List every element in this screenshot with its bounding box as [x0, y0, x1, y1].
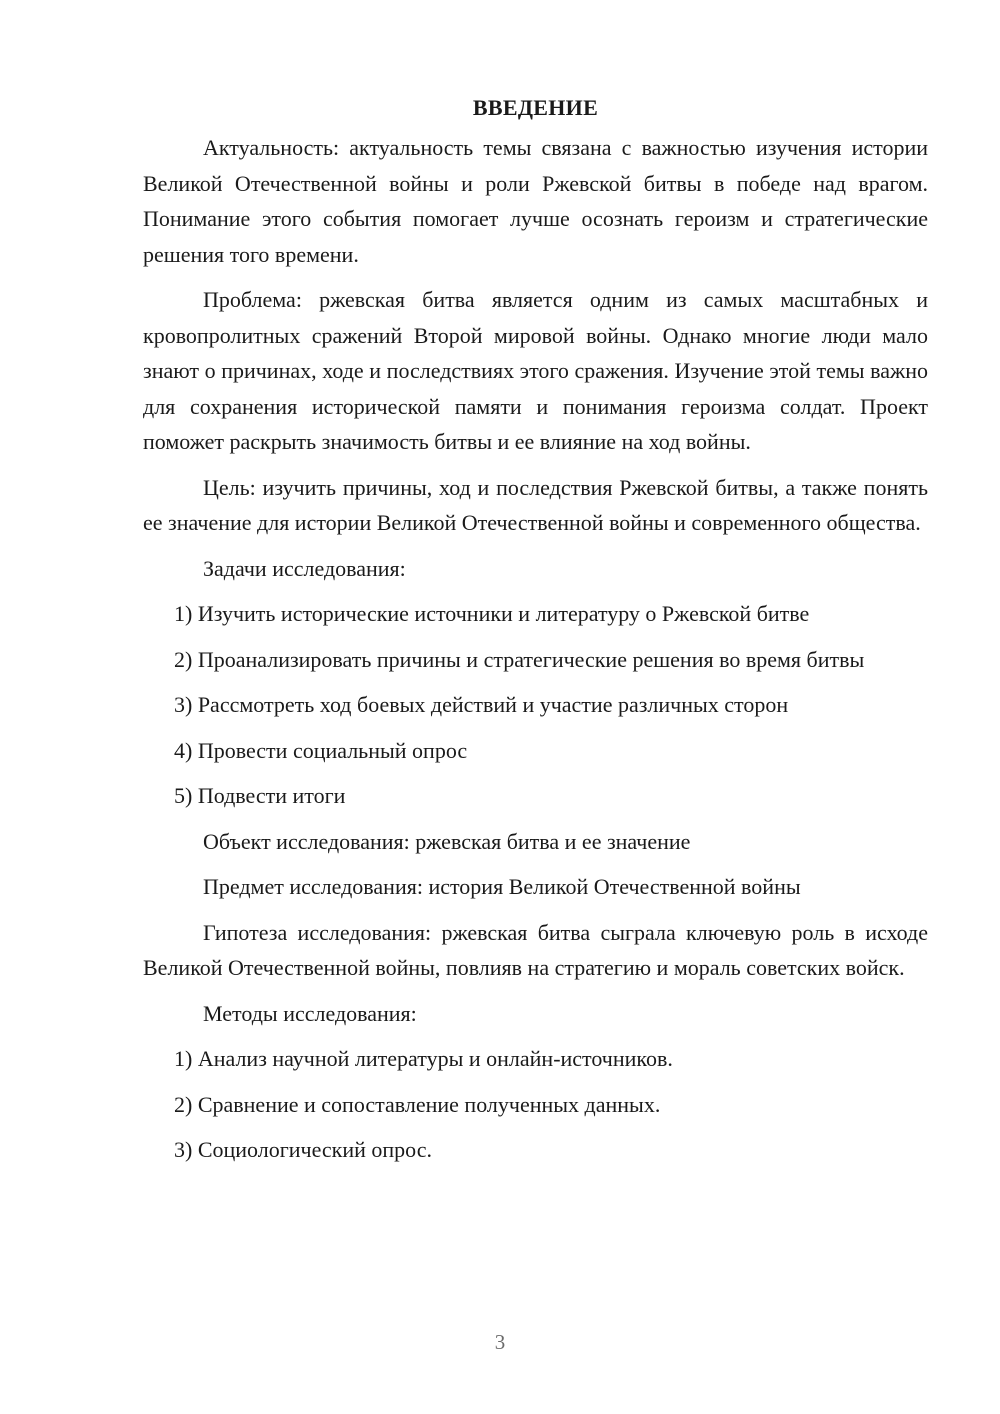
page-number: 3: [494, 1330, 506, 1354]
paragraph-problem: Проблема: ржевская битва является одним из самых масштабных и кровопролитных сражений Второй мировой войны. Однако многие люди мало знают о причинах, ходе и последствиях этого сражения. Изучение этой темы важно для сохранения исторической памяти и понимания героизма солдат. Проект поможет раскрыть значимость битвы и ее влияние на ход войны.: [143, 287, 928, 454]
task-item-1: 1) Изучить исторические источники и литературу о Ржевской битве: [174, 601, 810, 626]
paragraph-hypothesis: Гипотеза исследования: ржевская битва сыграла ключевую роль в исходе Великой Отечественной войны, повлияв на стратегию и мораль советских войск.: [143, 919, 928, 980]
paragraph-object: Объект исследования: ржевская битва и ее значение: [203, 828, 691, 854]
section-title: ВВЕДЕНИЕ: [472, 95, 599, 120]
task-item-2: 2) Проанализировать причины и стратегические решения во время битвы: [174, 646, 865, 672]
task-item-5: 5) Подвести итоги: [174, 783, 346, 808]
document-page: [143, 90, 928, 1178]
task-item-4: 4) Провести социальный опрос: [174, 737, 468, 763]
method-item-1: 1) Анализ научной литературы и онлайн-источников.: [174, 1046, 673, 1071]
paragraph-subject: Предмет исследования: история Великой Отечественной войны: [203, 874, 801, 899]
method-item-3: 3) Социологический опрос.: [174, 1137, 432, 1162]
methods-heading: Методы исследования:: [203, 1000, 417, 1026]
paragraph-goal: Цель: изучить причины, ход и последствия Ржевской битвы, а также понять ее значение для истории Великой Отечественной войны и современного общества.: [143, 474, 928, 535]
task-item-3: 3) Рассмотреть ход боевых действий и участие различных сторон: [174, 692, 789, 717]
tasks-heading: Задачи исследования:: [203, 555, 406, 581]
method-item-2: 2) Сравнение и сопоставление полученных данных.: [174, 1091, 661, 1117]
paragraph-relevance: Актуальность: актуальность темы связана с важностью изучения истории Великой Отечественной войны и роли Ржевской битвы в победе над врагом. Понимание этого события помогает лучше осознать героизм и стратегические решения того времени.: [143, 135, 928, 267]
